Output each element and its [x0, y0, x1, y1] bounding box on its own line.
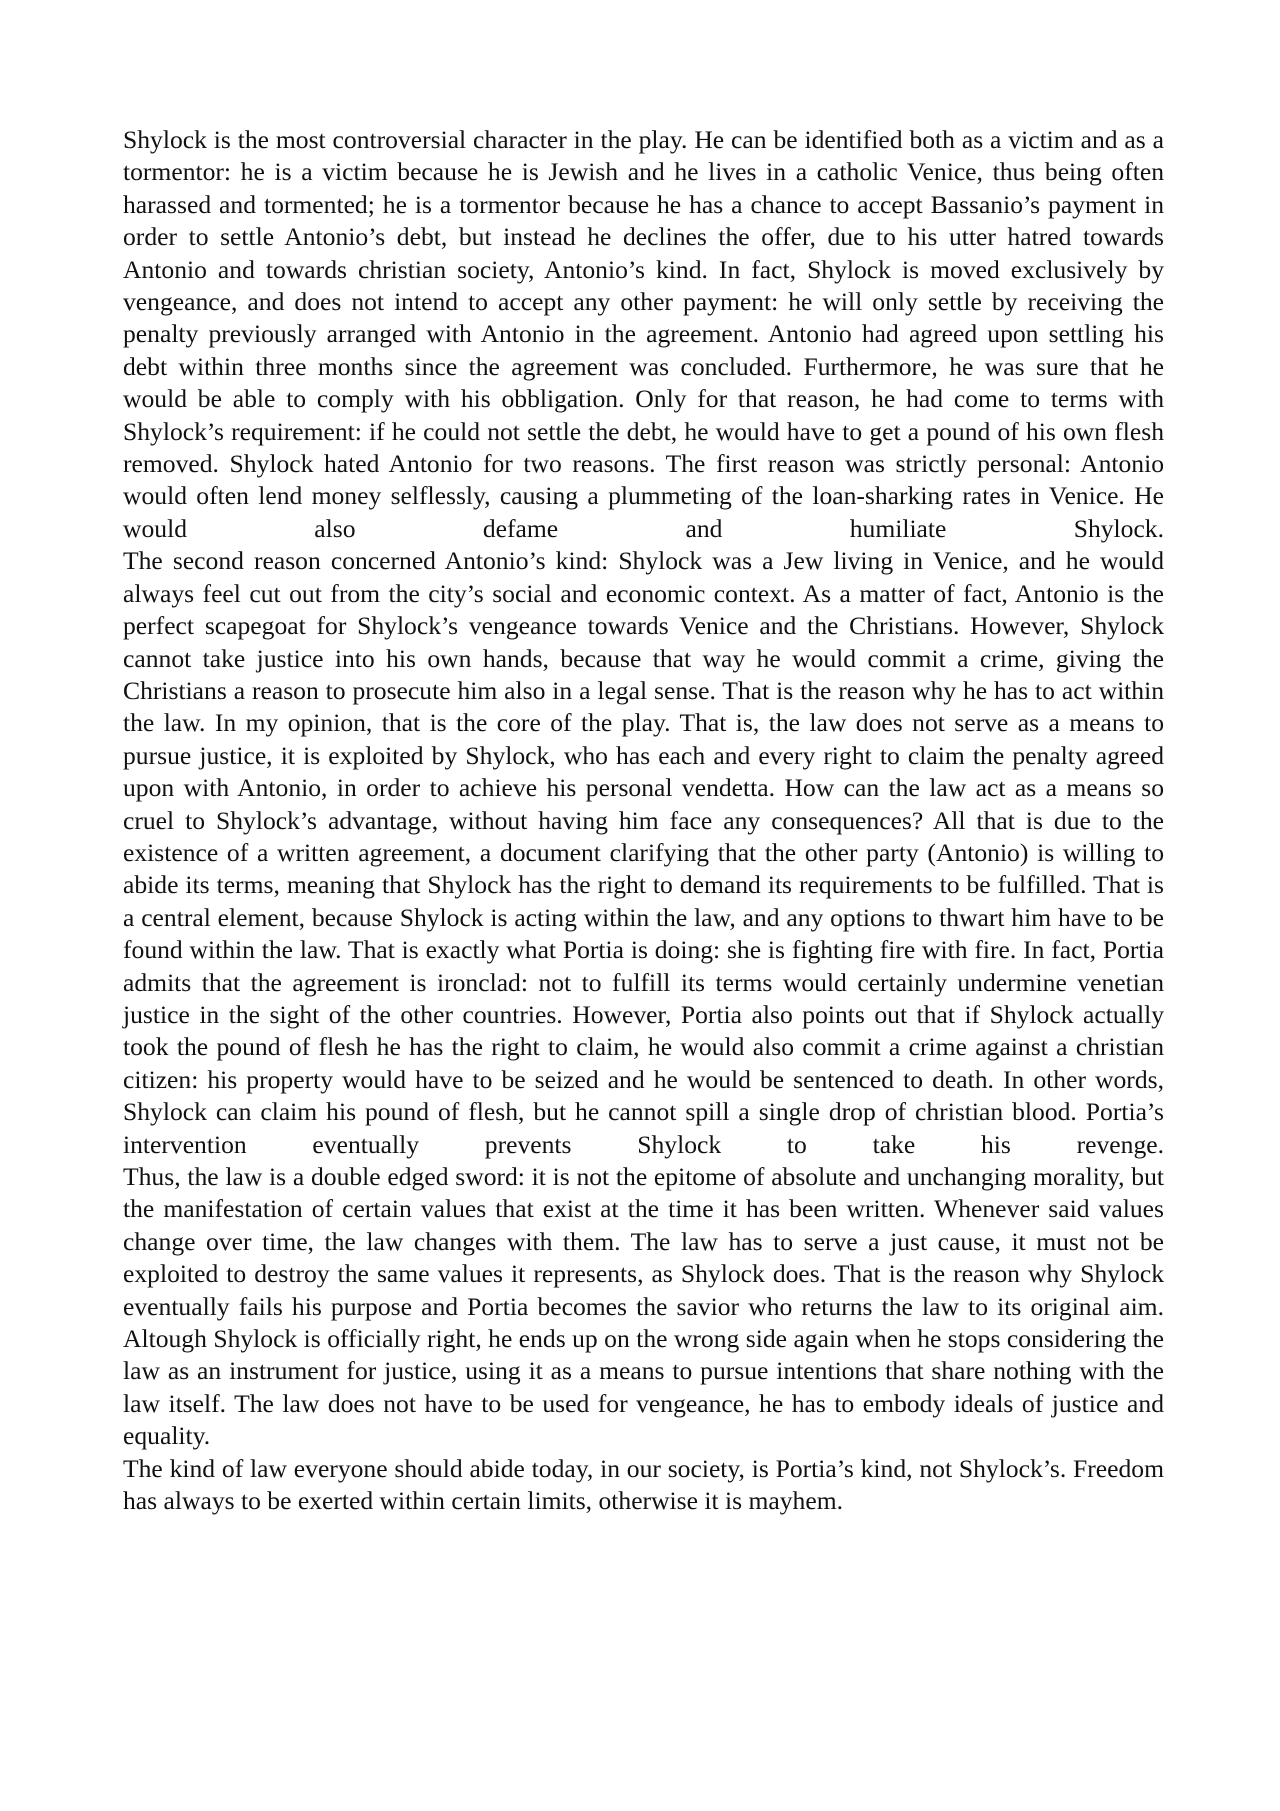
paragraph-2: The second reason concerned Antonio’s kind: Shylock was a Jew living in Venice, and he would always feel cut out from the city’s social and economic context. As a matter of fact, Antonio is the perfect scapegoat for Shylock’s vengeance towards Venice and the Christians. However, Shylock cannot take justice into his own hands, because that way he would commit a crime, giving the Christians a reason to prosecute him also in a legal sense. That is the reason why he has to act within the law. In my opinion, that is the core of the play. That is, the law does not serve as a means to pursue justice, it is exploited by Shylock, who has each and every right to claim the penalty agreed upon with Antonio, in order to achieve his personal vendetta. How can the law act as a means so cruel to Shylock’s advantage, without having him face any consequences? All that is due to the existence of a written agreement, a document clarifying that the other party (Antonio) is willing to abide its terms, meaning that Shylock has the right to demand its requirements to be fulfilled. That is a central element, because Shylock is acting within the law, and any options to thwart him have to be found within the law. That is exactly what Portia is doing: she is fighting fire with fire. In fact, Portia admits that the agreement is ironclad: not to fulfill its terms would certainly undermine venetian justice in the sight of the other countries. However, Portia also points out that if Shylock actually took the pound of flesh he has the right to claim, he would also commit a crime against a christian citizen: his property would have to be seized and he would be sentenced to death. In other words, Shylock can claim his pound of flesh, but he cannot spill a single drop of christian blood. Portia’s intervention eventually prevents Shylock to take his revenge. [123, 546, 1164, 1159]
essay-body [123, 124, 1164, 1517]
paragraph-1: Shylock is the most controversial character in the play. He can be identified both as a victim and as a tormentor: he is a victim because he is Jewish and he lives in a catholic Venice, thus being often harassed and tormented; he is a tormentor because he has a chance to accept Bassanio’s payment in order to settle Antonio’s debt, but instead he declines the offer, due to his utter hatred towards Antonio and towards christian society, Antonio’s kind. In fact, Shylock is moved exclusively by vengeance, and does not intend to accept any other payment: he will only settle by receiving the penalty previously arranged with Antonio in the agreement. Antonio had agreed upon settling his debt within three months since the agreement was concluded. Furthermore, he was sure that he would be able to comply with his obbligation. Only for that reason, he had come to terms with Shylock’s requirement: if he could not settle the debt, he would have to get a pound of his own flesh removed. Shylock hated Antonio for two reasons. The first reason was strictly personal: Antonio would often lend money selflessly, causing a plummeting of the loan-sharking rates in Venice. He would also defame and humiliate Shylock. [123, 125, 1164, 543]
paragraph-3: Thus, the law is a double edged sword: it is not the epitome of absolute and unchanging morality, but the manifestation of certain values that exist at the time it has been written. Whenever said values change over time, the law changes with them. The law has to serve a just cause, it must not be exploited to destroy the same values it represents, as Shylock does. That is the reason why Shylock eventually fails his purpose and Portia becomes the savior who returns the law to its original aim. Altough Shylock is officially right, he ends up on the wrong side again when he stops considering the law as an instrument for justice, using it as a means to pursue intentions that share nothing with the law itself. The law does not have to be used for vengeance, he has to embody ideals of justice and equality. [123, 1162, 1164, 1451]
paragraph-4: The kind of law everyone should abide today, in our society, is Portia’s kind, not Shylock’s. Freedom has always to be exerted within certain limits, otherwise it is mayhem. [123, 1453, 1164, 1516]
